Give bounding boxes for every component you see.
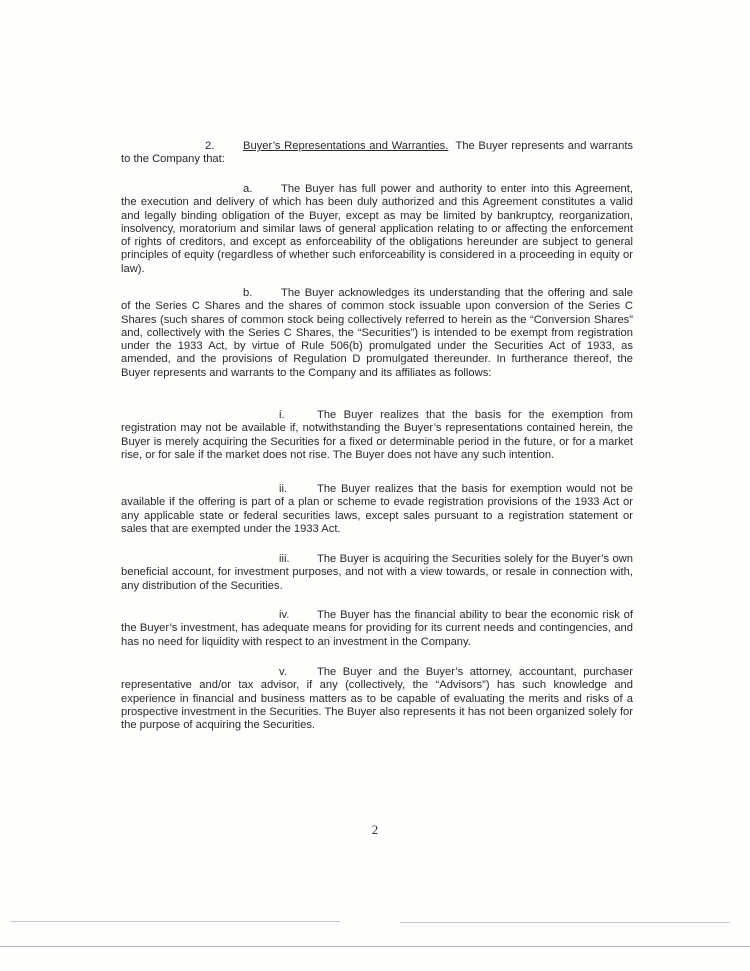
scan-artifact-line — [10, 921, 340, 922]
subparagraph-label: i. — [279, 409, 285, 421]
paragraph-b — [121, 287, 633, 380]
subparagraph-text: The Buyer and the Buyer’s attorney, accountant, purchaser representative and/or tax advisor, if any (collectively, the “Advisors”) has such knowledge and experience in financial and business matters as to be capable of evaluating the merits and risks of a prospective investment in the Securities. The Buyer also represents it has not been organized solely for the purpose of acquiring the Securities. — [121, 666, 633, 732]
subparagraph-iii — [121, 553, 633, 593]
scan-artifact-line — [0, 946, 750, 947]
section-number: 2. — [205, 140, 215, 152]
subparagraph-text: The Buyer is acquiring the Securities solely for the Buyer’s own beneficial account, for investment purposes, and not with a view towards, or resale in connection with, any distribution of the Securities. — [121, 553, 633, 592]
subparagraph-text: The Buyer realizes that the basis for the exemption from registration may not be available if, notwithstanding the Buyer’s representations contained herein, the Buyer is merely acquiring the Securities for a fixed or determinable period in the future, or for a market rise, or for sale if the market does not rise. The Buyer does not have any such intention. — [121, 409, 633, 461]
paragraph-text: The Buyer acknowledges its understanding that the offering and sale of the Series C Shares and the shares of common stock issuable upon conversion of the Series C Shares (such shares of common stock being collectively referred to herein as the “Conversion Shares” and, collectively with the Series C Shares, the “Securities”) is intended to be exempt from registration under the 1933 Act, by virtue of Rule 506(b) promulgated under the Securities Act of 1933, as amended, and the provisions of Regulation D promulgated thereunder. In furtherance thereof, the Buyer represents and warrants to the Company and its affiliates as follows: — [121, 287, 633, 379]
page-number: 2 — [371, 822, 379, 837]
section-title: Buyer’s Representations and Warranties. — [243, 140, 449, 152]
subparagraph-label: iv. — [279, 609, 290, 621]
scan-artifact-line — [400, 922, 730, 923]
subparagraph-label: v. — [279, 666, 287, 678]
section-intro: The Buyer represents and warrants to the Company that: — [121, 140, 634, 166]
subparagraph-label: ii. — [279, 483, 288, 495]
paragraph-a — [121, 183, 633, 276]
subparagraph-i — [121, 409, 633, 462]
subparagraph-label: iii. — [279, 553, 290, 565]
subparagraph-text: The Buyer realizes that the basis for exemption would not be available if the offering is part of a plan or scheme to evade registration provisions of the 1933 Act or any applicable state or federal securities laws, except sales pursuant to a registration statement or sales that are exempted under the 1933 Act. — [121, 483, 633, 535]
paragraph-text: The Buyer has full power and authority to enter into this Agreement, the execution and delivery of which has been duly authorized and this Agreement constitutes a valid and legally binding obligation of the Buyer, except as may be limited by bankruptcy, reorganization, insolvency, moratorium and similar laws of general application relating to or affecting the enforcement of rights of creditors, and except as enforceability of the obligations hereunder are subject to general principles of equity (regardless of whether such enforceability is considered in a proceeding in equity or law). — [121, 183, 633, 275]
paragraph-label: a. — [243, 183, 253, 195]
section-heading — [121, 140, 633, 167]
subparagraph-ii — [121, 483, 633, 536]
subparagraph-iv — [121, 609, 633, 649]
paragraph-label: b. — [243, 287, 253, 299]
subparagraph-v — [121, 666, 633, 732]
subparagraph-text: The Buyer has the financial ability to bear the economic risk of the Buyer’s investment, has adequate means for providing for its current needs and contingencies, and has no need for liquidity with respect to an investment in the Company. — [121, 609, 633, 648]
